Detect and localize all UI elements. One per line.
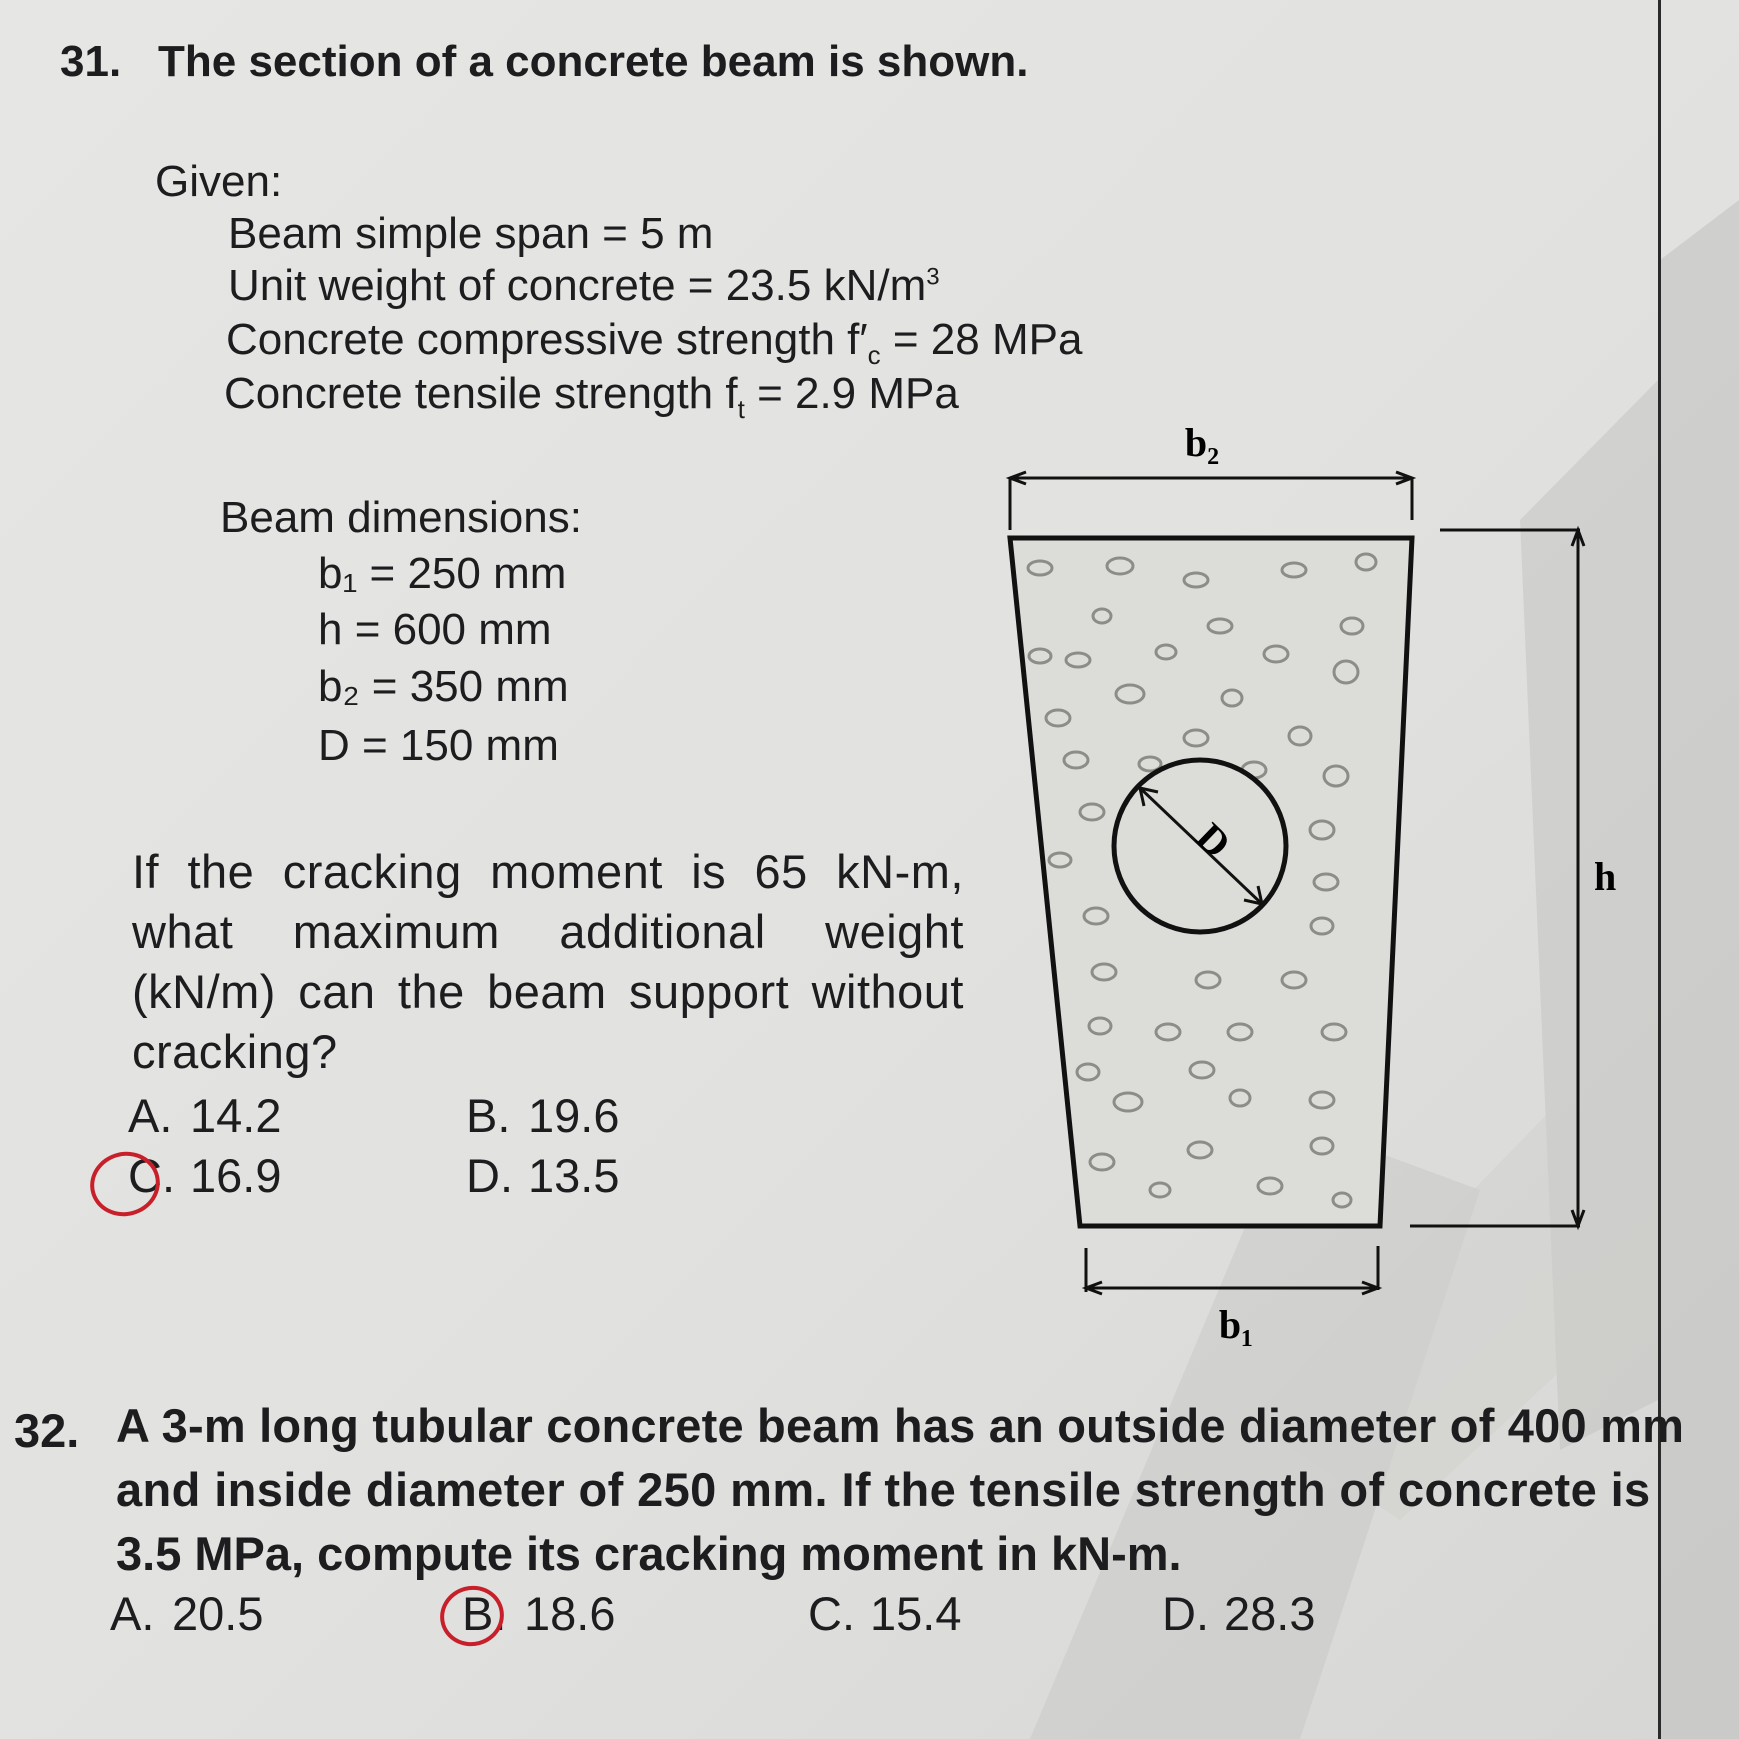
question-32-line-3: 3.5 MPa, compute its cracking moment in kN-m. <box>116 1527 1182 1580</box>
question-32-line-1: A 3-m long tubular concrete beam has an outside diameter of 400 mm <box>116 1399 1685 1452</box>
dim-h: h = 600 mm <box>318 605 552 654</box>
question-31-text: If the cracking moment is 65 kN-m, what maximum additional weight (kN/m) can the beam support without cracking? <box>132 845 964 1078</box>
q32-option-a[interactable] <box>110 1586 263 1641</box>
q31-option-a-value: 14.2 <box>190 1089 282 1142</box>
question-31-title: The section of a concrete beam is shown. <box>158 37 1029 86</box>
top-width-dimension <box>1010 472 1412 530</box>
given-unit-weight-label: Unit weight of concrete <box>228 261 676 310</box>
height-label: h <box>1594 854 1617 899</box>
given-tensile-strength <box>224 369 959 424</box>
q31-option-d[interactable] <box>466 1148 619 1203</box>
q32-option-d-value: 28.3 <box>1224 1587 1316 1640</box>
given-unit-weight-value: = 23.5 kN/m <box>675 261 927 310</box>
beam-section-diagram <box>1000 420 1660 1360</box>
q31-option-a[interactable] <box>128 1088 281 1143</box>
question-32-number: 32. <box>14 1404 80 1457</box>
question-32-line-2: and inside diameter of 250 mm. If the tensile strength of concrete is <box>116 1463 1651 1516</box>
q32-option-a-letter: A. <box>110 1587 155 1640</box>
dims-heading: Beam dimensions: <box>220 493 582 542</box>
q31-option-b[interactable] <box>466 1088 619 1143</box>
top-width-label: b₂ <box>1184 420 1220 465</box>
given-heading: Given: <box>155 157 283 206</box>
dim-b2: b₂ = 350 mm <box>318 662 569 711</box>
q32-option-a-value: 20.5 <box>172 1587 264 1640</box>
q31-option-a-letter: A. <box>128 1089 173 1142</box>
given-unit-weight <box>228 262 940 310</box>
q31-option-c-value: 16.9 <box>190 1149 282 1202</box>
given-span-value: = 5 m <box>589 209 714 258</box>
given-compressive-subscript: c <box>867 339 881 370</box>
bottom-width-dimension <box>1086 1246 1378 1294</box>
given-tensile-subscript: t <box>737 393 745 424</box>
q31-option-b-value: 19.6 <box>528 1089 620 1142</box>
given-compressive-value: = 28 MPa <box>880 315 1083 364</box>
dim-d: D = 150 mm <box>318 721 559 770</box>
given-compressive-label: Concrete compressive strength f′ <box>226 315 868 364</box>
q31-option-d-value: 13.5 <box>528 1149 620 1202</box>
q32-option-b-letter: B. <box>462 1587 507 1640</box>
question-31-number: 31. <box>60 37 122 86</box>
bottom-width-label: b₁ <box>1218 1302 1254 1347</box>
q32-option-c-value: 15.4 <box>870 1587 962 1640</box>
hole-diameter-label: D <box>1187 814 1240 867</box>
dim-b1: b₁ = 250 mm <box>318 549 567 598</box>
q32-option-c-letter: C. <box>808 1587 855 1640</box>
q32-option-b-value: 18.6 <box>524 1587 616 1640</box>
given-unit-weight-exponent: 3 <box>926 263 940 291</box>
q32-option-c[interactable] <box>808 1586 961 1641</box>
height-dimension <box>1410 530 1584 1226</box>
q31-option-b-letter: B. <box>466 1089 511 1142</box>
given-span <box>228 210 713 258</box>
given-compressive-strength <box>226 315 1083 370</box>
q32-option-d[interactable] <box>1162 1586 1315 1641</box>
given-span-label: Beam simple span <box>228 209 590 258</box>
q31-option-c-letter: C. <box>128 1149 175 1202</box>
q31-option-d-letter: D. <box>466 1149 513 1202</box>
given-tensile-label: Concrete tensile strength f <box>224 369 738 418</box>
q32-option-d-letter: D. <box>1162 1587 1209 1640</box>
given-tensile-value: = 2.9 MPa <box>744 369 959 418</box>
